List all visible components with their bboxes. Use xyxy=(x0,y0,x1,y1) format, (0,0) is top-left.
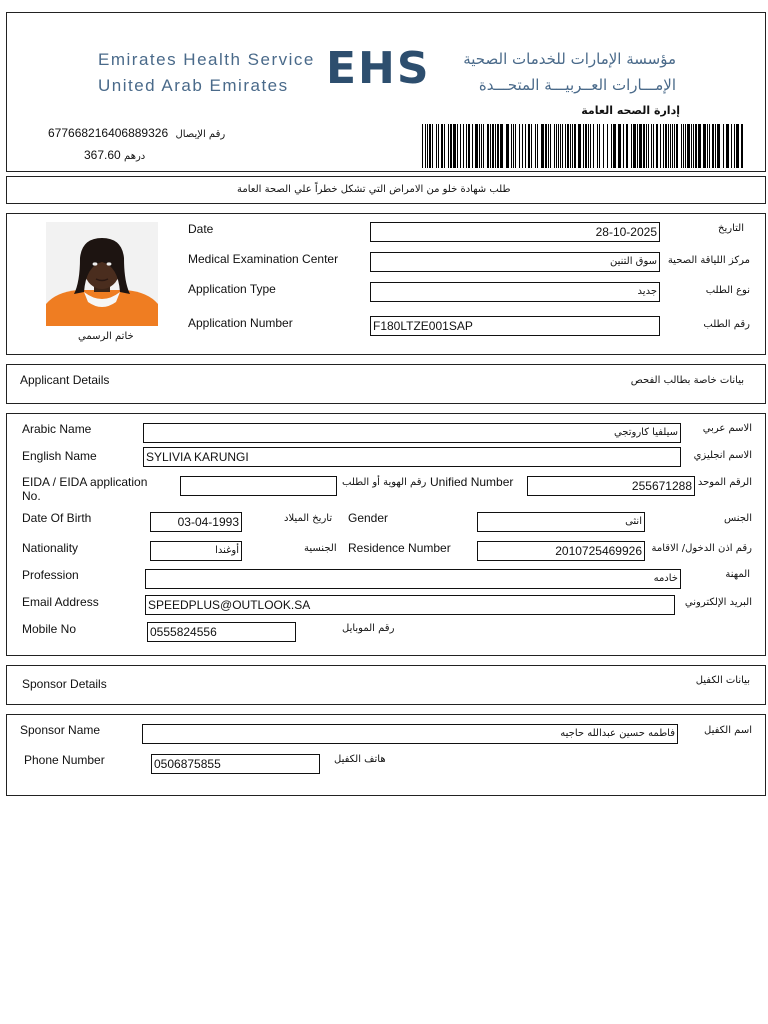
org-name-en-line2: United Arab Emirates xyxy=(98,76,289,95)
eida-label-ar: رقم الهوية أو الطلب xyxy=(342,477,427,488)
org-name-ar-line1: مؤسسة الإمارات للخدمات الصحية xyxy=(463,50,676,68)
form-title: طلب شهادة خلو من الامراض التي تشكل خطراً علي الصحة العامة xyxy=(237,184,511,195)
sponsor-name-label-ar: اسم الكفيل xyxy=(704,725,752,736)
applicant-photo xyxy=(46,222,158,326)
eida-label-line1: EIDA / EIDA application xyxy=(22,475,148,489)
email-field[interactable]: SPEEDPLUS@OUTLOOK.SA xyxy=(145,595,675,615)
unified-number-label: Unified Number xyxy=(430,475,514,489)
sponsor-section-title: Sponsor Details xyxy=(22,677,107,691)
arabic-name-label: Arabic Name xyxy=(22,422,92,436)
residence-number-label-ar: رقم اذن الدخول/ الاقامة xyxy=(651,543,752,554)
dob-label-ar: تاريخ الميلاد xyxy=(284,513,333,524)
dob-label: Date Of Birth xyxy=(22,511,92,525)
arabic-name-field[interactable]: سيلفيا كاروتجي xyxy=(143,423,681,443)
application-type-label-ar: نوع الطلب xyxy=(705,285,750,296)
applicant-section-title: Applicant Details xyxy=(20,373,110,387)
nationality-field[interactable]: أوغندا xyxy=(150,541,242,561)
center-label-ar: مركز اللياقة الصحية xyxy=(667,255,750,266)
unified-number-field[interactable]: 255671288 xyxy=(527,476,695,496)
email-label-ar: البريد الإلكتروني xyxy=(684,597,752,608)
residence-number-field[interactable]: 2010725469926 xyxy=(477,541,645,561)
gender-label-ar: الجنس xyxy=(723,513,752,524)
sponsor-section-title-ar: بيانات الكفيل xyxy=(695,675,750,686)
application-number-label-ar: رقم الطلب xyxy=(703,319,750,330)
amount-line xyxy=(84,148,145,162)
english-name-label-ar: الاسم انجليزي xyxy=(693,450,752,461)
ehs-logo: EHS xyxy=(326,43,431,94)
currency-label: درهم xyxy=(124,151,146,162)
eida-label-line2: No. xyxy=(22,489,41,503)
email-label: Email Address xyxy=(22,595,99,609)
dob-field[interactable]: 03-04-1993 xyxy=(150,512,242,532)
org-name-en-line1: Emirates Health Service xyxy=(98,50,315,69)
residence-number-label: Residence Number xyxy=(348,541,451,555)
sponsor-name-field[interactable]: فاطمه حسين عبدالله حاجيه xyxy=(142,724,678,744)
center-field[interactable]: سوق التنين xyxy=(370,252,660,272)
stamp-caption: خاتم الرسمي xyxy=(78,331,134,342)
receipt-label: رقم الإيصال xyxy=(175,129,226,140)
date-label-ar: التاريخ xyxy=(718,223,744,234)
mobile-label: Mobile No xyxy=(22,622,77,636)
amount-value: 367.60 xyxy=(84,148,121,162)
mobile-label-ar: رقم الموبايل xyxy=(342,623,395,634)
profession-label: Profession xyxy=(22,568,79,582)
application-type-field[interactable]: جديد xyxy=(370,282,660,302)
application-number-label: Application Number xyxy=(188,316,293,330)
receipt-number-line xyxy=(48,126,225,140)
person-photo-icon xyxy=(46,222,158,326)
eida-field[interactable] xyxy=(180,476,337,496)
english-name-label: English Name xyxy=(22,449,97,463)
english-name-field[interactable]: SYLIVIA KARUNGI xyxy=(143,447,681,467)
applicant-section-title-ar: بيانات خاصة بطالب الفحص xyxy=(630,375,744,386)
profession-field[interactable]: خادمه xyxy=(145,569,681,589)
arabic-name-label-ar: الاسم عربي xyxy=(702,423,752,434)
sponsor-phone-field[interactable]: 0506875855 xyxy=(151,754,320,774)
profession-label-ar: المهنة xyxy=(725,569,750,580)
application-number-field[interactable]: F180LTZE001SAP xyxy=(370,316,660,336)
mobile-field[interactable]: 0555824556 xyxy=(147,622,296,642)
department-name: إدارة الصحه العامة xyxy=(581,104,680,117)
nationality-label-ar: الجنسية xyxy=(304,543,337,554)
sponsor-phone-label: Phone Number xyxy=(24,753,105,767)
org-name-ar-line2: الإمـــارات العــربيـــة المتحـــدة xyxy=(478,76,676,94)
barcode xyxy=(422,124,744,168)
unified-number-label-ar: الرقم الموحد xyxy=(697,477,752,488)
nationality-label: Nationality xyxy=(22,541,79,555)
gender-label: Gender xyxy=(348,511,389,525)
application-type-label: Application Type xyxy=(188,282,276,296)
receipt-number: 677668216406889326 xyxy=(48,126,169,140)
sponsor-section-header xyxy=(6,665,766,705)
date-label: Date xyxy=(188,222,214,236)
date-field[interactable]: 28-10-2025 xyxy=(370,222,660,242)
sponsor-name-label: Sponsor Name xyxy=(20,723,101,737)
gender-field[interactable]: انثى xyxy=(477,512,645,532)
sponsor-phone-label-ar: هاتف الكفيل xyxy=(334,754,386,765)
center-label: Medical Examination Center xyxy=(188,252,339,266)
